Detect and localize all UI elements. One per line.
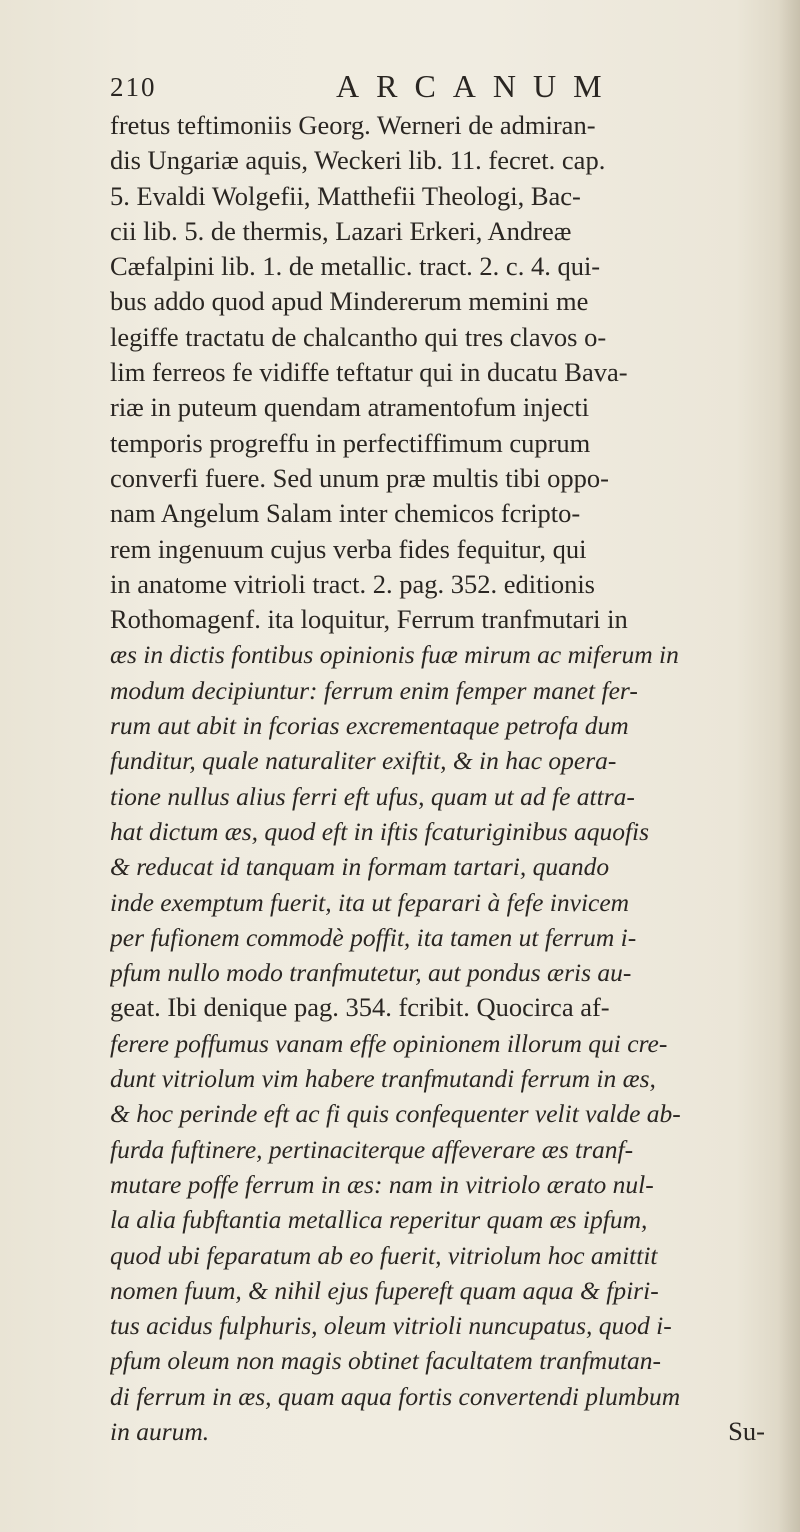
text-line: lim ferreos fe vidiffe teftatur qui in ducatu Bava- — [110, 357, 628, 388]
quotation-line: & reducat id tanquam in formam tartari, quando — [110, 852, 610, 882]
text-line: converfi fuere. Sed unum præ multis tibi oppo- — [110, 462, 609, 493]
quotation-line: æs in dictis fontibus opinionis fuæ mirum ac miferum in — [110, 640, 679, 670]
quotation-line: hat dictum æs, quod eft in iftis fcaturiginibus aquofis — [110, 816, 650, 846]
text-line: dis Ungariæ aquis, Weckeri lib. 11. fecret. cap. — [110, 145, 606, 176]
quotation-line: in aurum. — [110, 1416, 210, 1446]
quotation-line: per fufionem commodè poffit, ita tamen ut ferrum i- — [110, 922, 637, 952]
text-line: cii lib. 5. de thermis, Lazari Erkeri, Andreæ — [110, 215, 572, 246]
text-line: rem ingenuum cujus verba fides fequitur, qui — [110, 533, 587, 564]
quotation-line: modum decipiuntur: ferrum enim femper manet fer- — [110, 675, 638, 705]
page-edge-shadow — [778, 0, 800, 1532]
text-line: geat. Ibi denique pag. 354. fcribit. Quocirca af- — [110, 992, 610, 1023]
quotation-line: inde exemptum fuerit, ita ut feparari à fefe invicem — [110, 887, 630, 917]
quotation-line: pfum oleum non magis obtinet facultatem tranfmutan- — [110, 1346, 662, 1376]
quotation-line: pfum nullo modo tranfmutetur, aut pondus æris au- — [110, 958, 632, 988]
quotation-line: dunt vitriolum vim habere tranfmutandi ferrum in æs, — [110, 1064, 656, 1094]
quotation-line: mutare poffe ferrum in æs: nam in vitriolo ærato nul- — [110, 1169, 654, 1199]
text-line: nam Angelum Salam inter chemicos fcripto- — [110, 498, 581, 529]
quotation-line: furda fuftinere, pertinaciterque affeverare æs tranf- — [110, 1134, 634, 1164]
quotation-line: funditur, quale naturaliter exiftit, & in hac opera- — [110, 746, 617, 776]
page-header — [110, 68, 770, 108]
page-number: 210 — [110, 72, 157, 102]
running-title: ARCANUM — [336, 68, 619, 104]
text-line: bus addo quod apud Mindererum memini me — [110, 286, 589, 317]
text-line: riæ in puteum quendam atramentofum injecti — [110, 392, 590, 423]
quotation-line: la alia fubftantia metallica reperitur quam æs ipfum, — [110, 1205, 648, 1235]
catchword: Su- — [728, 1415, 765, 1446]
text-line: in anatome vitrioli tract. 2. pag. 352. editionis — [110, 568, 595, 599]
text-line: temporis progreffu in perfectiffimum cuprum — [110, 427, 591, 458]
quotation-line: di ferrum in æs, quam aqua fortis convertendi plumbum — [110, 1381, 681, 1411]
quotation-line: tus acidus fulphuris, oleum vitrioli nuncupatus, quod i- — [110, 1311, 672, 1341]
text-line: legiffe tractatu de chalcantho qui tres clavos o- — [110, 321, 607, 352]
quotation-line: quod ubi feparatum ab eo fuerit, vitriolum hoc amittit — [110, 1240, 658, 1270]
quotation-line: & hoc perinde eft ac fi quis confequenter velit valde ab- — [110, 1099, 681, 1129]
text-line: Rothomagenf. ita loquitur, Ferrum tranfmutari in — [110, 604, 628, 635]
quotation-line: rum aut abit in fcorias excrementaque petrofa dum — [110, 711, 629, 741]
text-line: fretus teftimoniis Georg. Werneri de admiran- — [110, 110, 596, 140]
last-line — [110, 1414, 775, 1449]
quotation-line: nomen fuum, & nihil ejus fupereft quam aqua & fpiri- — [110, 1275, 659, 1305]
text-line: 5. Evaldi Wolgefii, Matthefii Theologi, Bac- — [110, 180, 581, 211]
body-text — [110, 108, 775, 1449]
text-line: Cæfalpini lib. 1. de metallic. tract. 2. c. 4. qui- — [110, 251, 601, 282]
quotation-line: ferere poffumus vanam effe opinionem illorum qui cre- — [110, 1028, 668, 1058]
quotation-line: tione nullus alius ferri eft ufus, quam ut ad fe attra- — [110, 781, 635, 811]
